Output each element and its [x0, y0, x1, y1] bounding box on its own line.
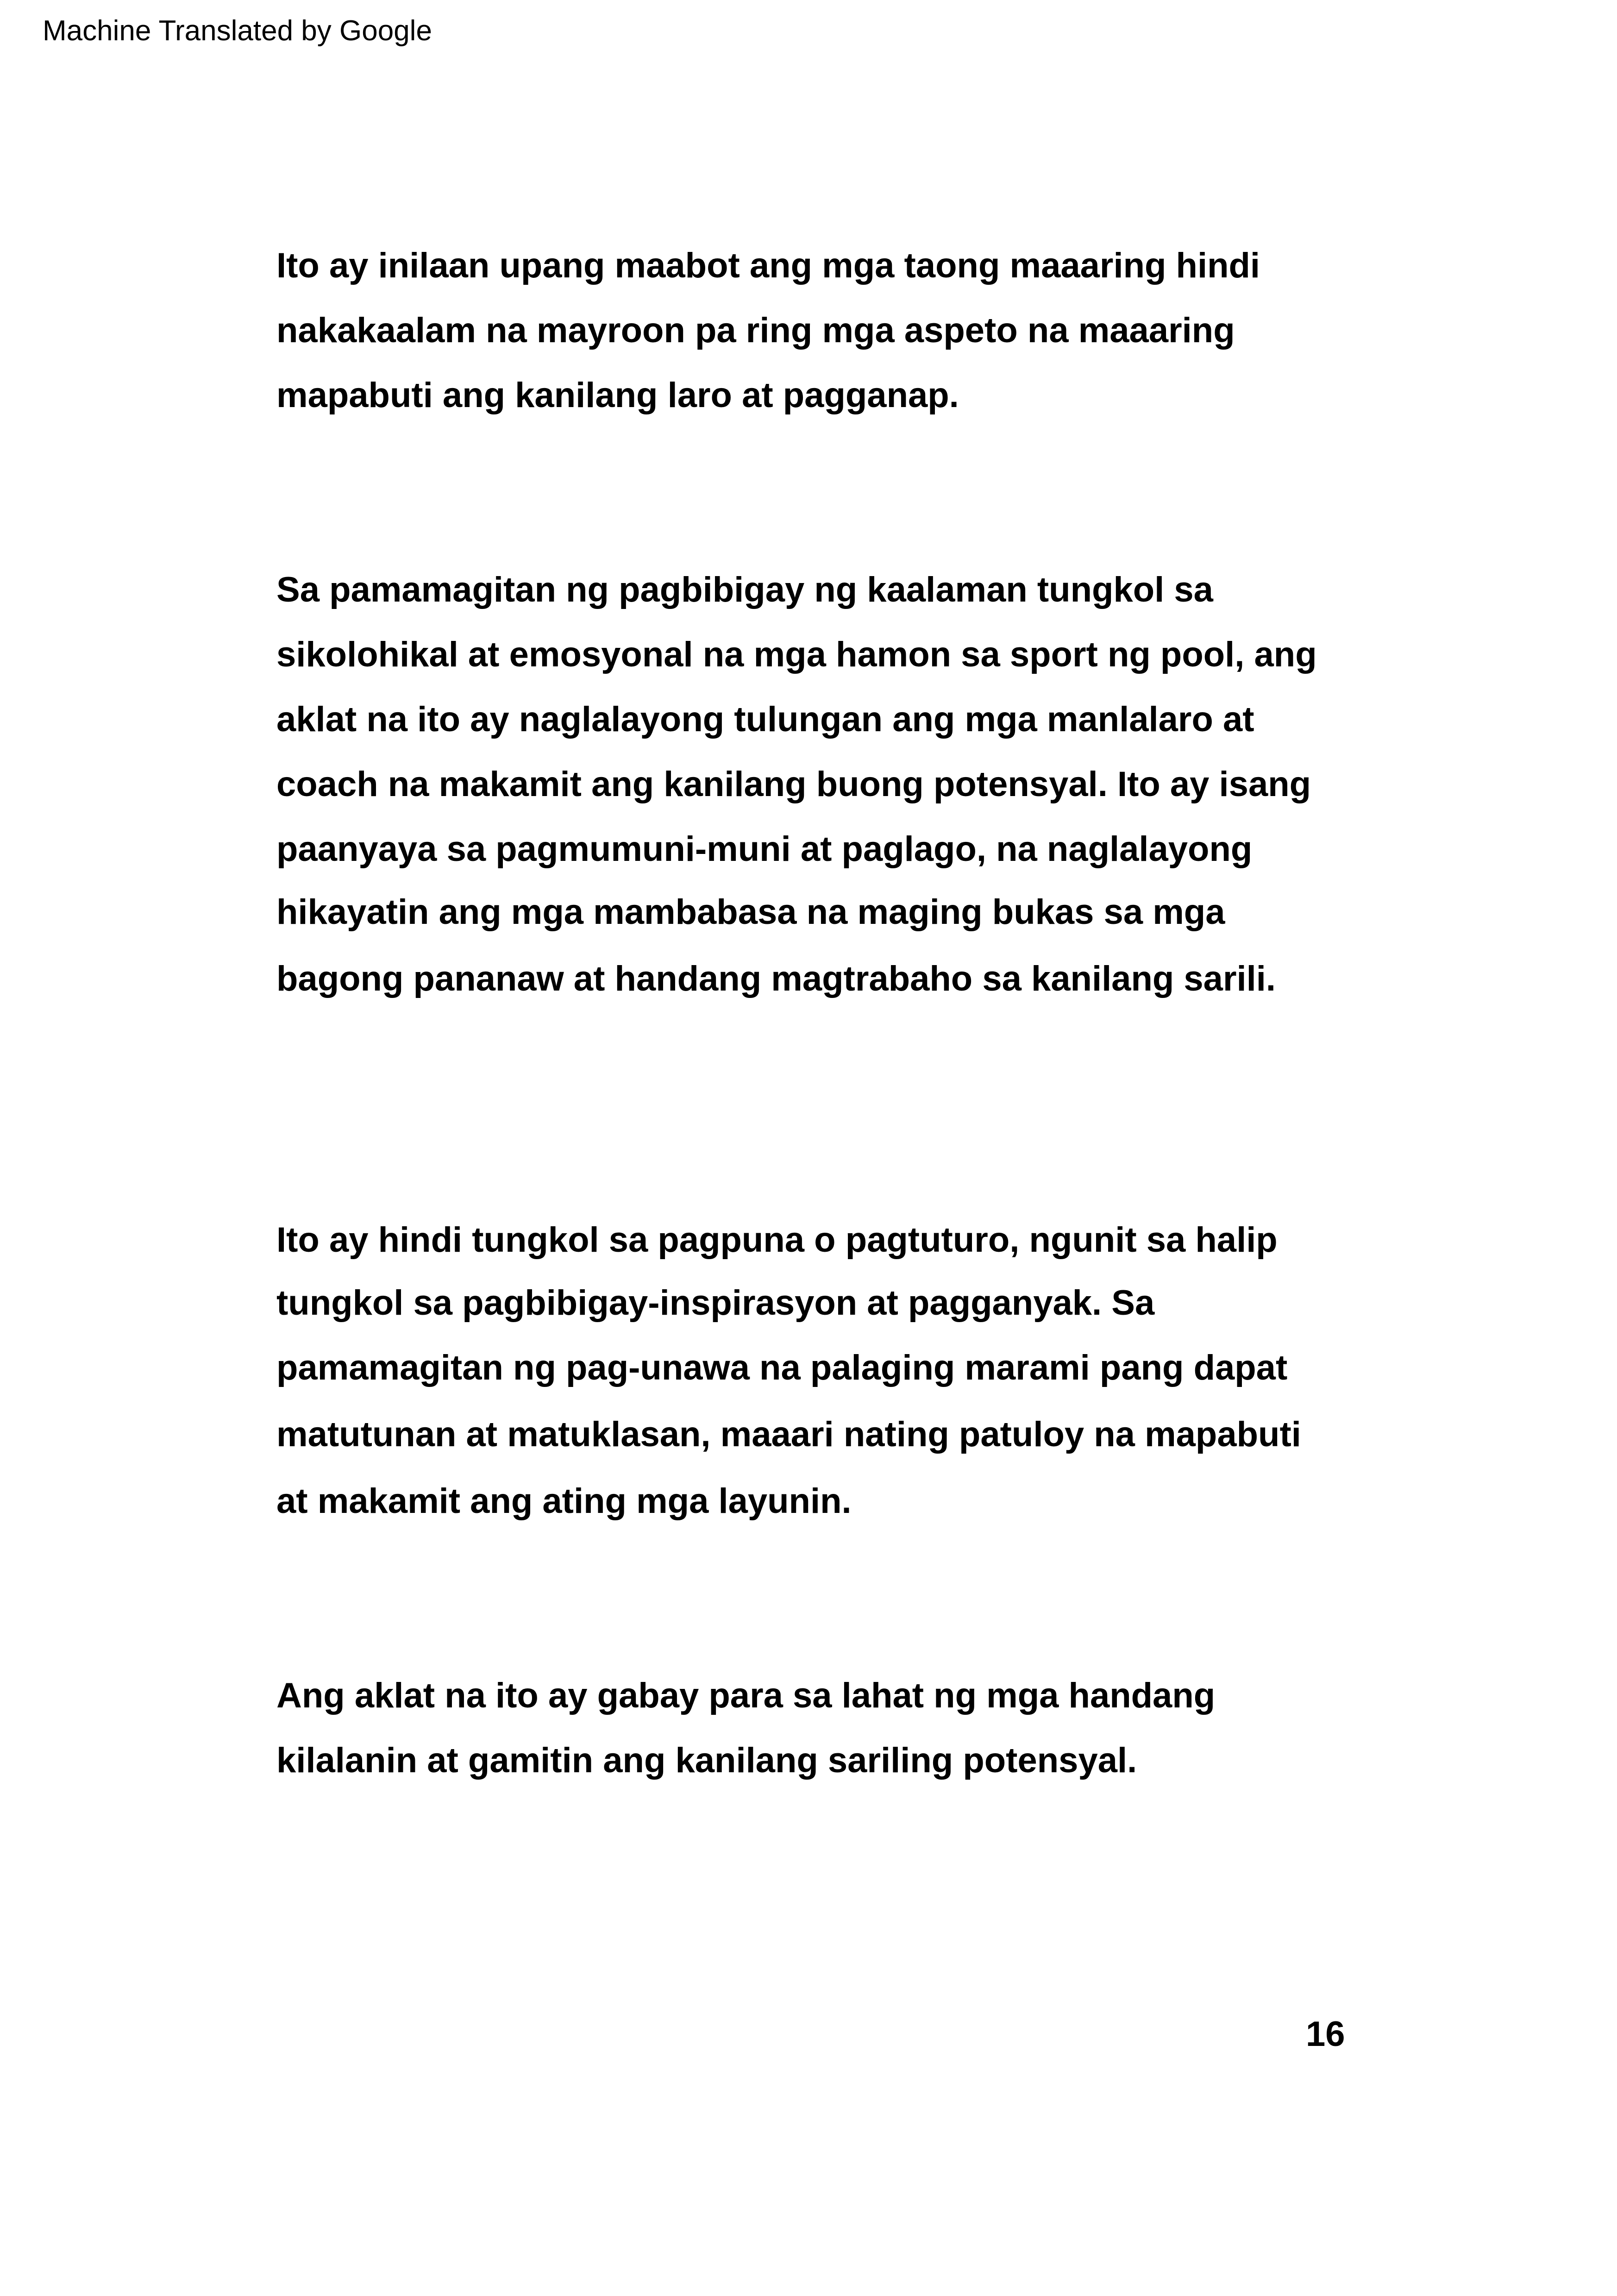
text-line: tungkol sa pagbibigay-inspirasyon at pagganyak. Sa	[276, 1283, 1155, 1323]
text-line: matutunan at matuklasan, maaari nating patuloy na mapabuti	[276, 1415, 1301, 1454]
text-line: kilalanin at gamitin ang kanilang sariling potensyal.	[276, 1741, 1137, 1780]
text-line: coach na makamit ang kanilang buong potensyal. Ito ay isang	[276, 765, 1311, 804]
text-line: mapabuti ang kanilang laro at pagganap.	[276, 376, 959, 415]
text-line: at makamit ang ating mga layunin.	[276, 1481, 852, 1521]
text-line: paanyaya sa pagmumuni-muni at paglago, na naglalayong	[276, 829, 1253, 869]
page-number: 16	[1306, 2014, 1345, 2054]
text-line: bagong pananaw at handang magtrabaho sa kanilang sarili.	[276, 959, 1276, 998]
text-line: Ang aklat na ito ay gabay para sa lahat ng mga handang	[276, 1676, 1216, 1715]
text-line: nakakaalam na mayroon pa ring mga aspeto na maaaring	[276, 311, 1235, 350]
text-line: pamamagitan ng pag-unawa na palaging marami pang dapat	[276, 1348, 1288, 1387]
text-line: Sa pamamagitan ng pagbibigay ng kaalaman tungkol sa	[276, 570, 1213, 609]
text-line: Ito ay hindi tungkol sa pagpuna o pagtuturo, ngunit sa halip	[276, 1220, 1278, 1260]
text-line: aklat na ito ay naglalayong tulungan ang mga manlalaro at	[276, 700, 1254, 739]
text-line: Ito ay inilaan upang maabot ang mga taong maaaring hindi	[276, 246, 1260, 285]
text-line: sikolohikal at emosyonal na mga hamon sa sport ng pool, ang	[276, 635, 1317, 674]
machine-translated-label: Machine Translated by Google	[43, 15, 432, 47]
text-line: hikayatin ang mga mambabasa na maging bukas sa mga	[276, 892, 1225, 932]
